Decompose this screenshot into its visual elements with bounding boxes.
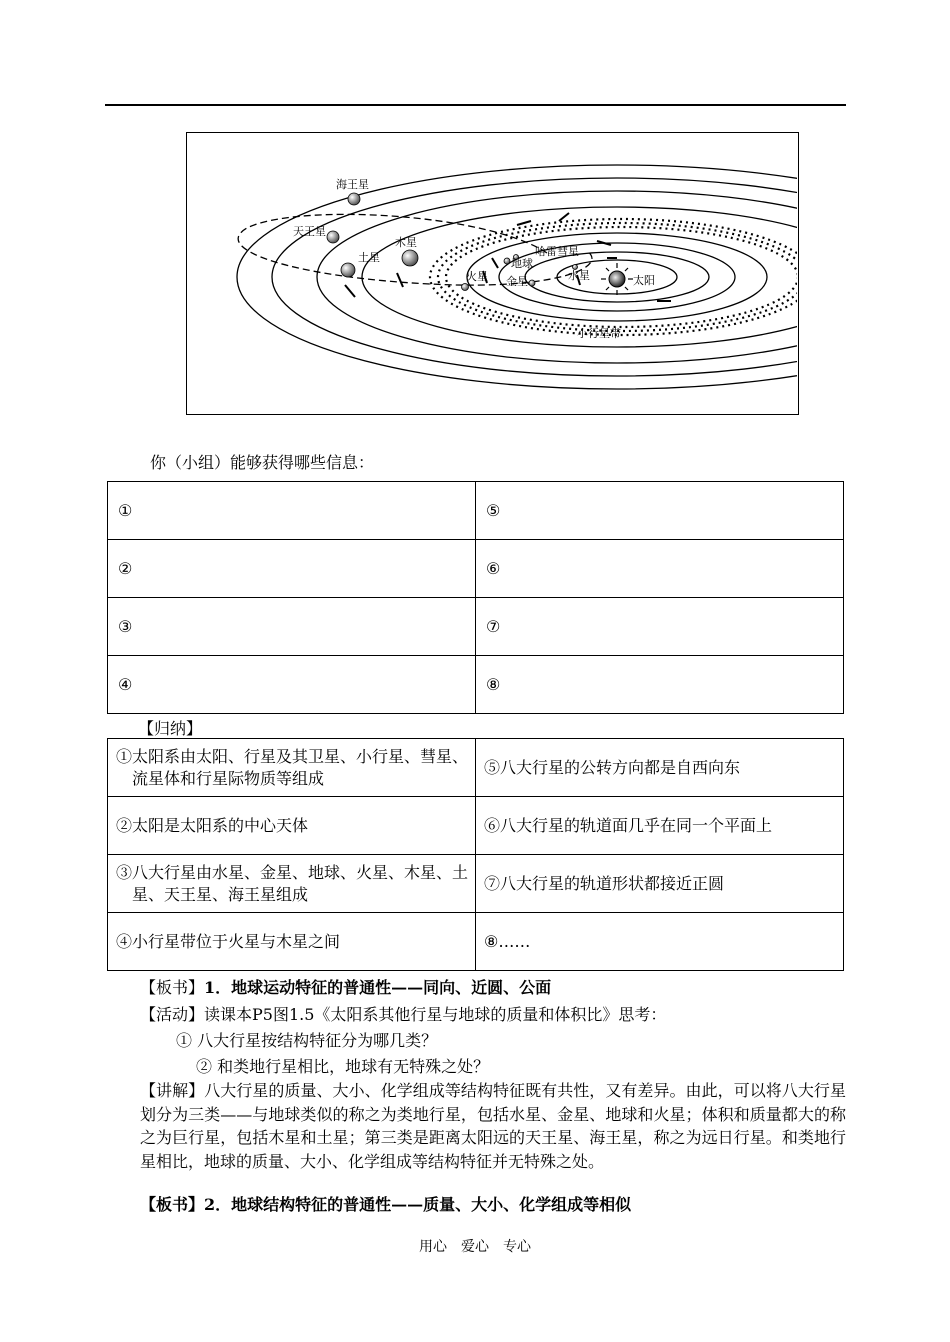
table-row [108, 855, 844, 913]
sun [601, 263, 633, 295]
summary-cell [476, 797, 844, 855]
planets [327, 193, 578, 291]
board-text: 1．地球运动特征的普通性——同向、近圆、公面 [204, 978, 552, 997]
summary-cell [476, 739, 844, 797]
summary-cell [108, 797, 476, 855]
info-cell-6[interactable]: ⑥ [476, 540, 844, 598]
table-row [108, 739, 844, 797]
info-cell-1[interactable]: ① [108, 482, 476, 540]
info-cell-8[interactable]: ⑧ [476, 656, 844, 714]
summary-text: ⑦八大行星的轨道形状都接近正圆 [484, 873, 725, 893]
summary-cell [476, 913, 844, 971]
label-mars: 火星 [466, 270, 488, 283]
label-neptune: 海王星 [336, 178, 369, 191]
solar-system-figure [186, 132, 799, 415]
table-row [108, 656, 844, 714]
board-text: 2．地球结构特征的普通性——质量、大小、化学组成等相似 [204, 1195, 632, 1214]
table-row [108, 797, 844, 855]
uranus-planet [327, 231, 339, 243]
summary-cell [476, 855, 844, 913]
label-jupiter: 木星 [395, 236, 417, 249]
label-mercury: 水星 [568, 269, 590, 282]
activity-text: 读课本P5图1.5《太阳系其他行星与地球的质量和体积比》思考： [204, 1005, 667, 1024]
label-saturn: 土星 [358, 251, 380, 264]
label-sun: 太阳 [633, 274, 655, 287]
label-halley: 哈雷彗星 [535, 245, 579, 258]
summary-cell [108, 855, 476, 913]
question-1: ① 八大行星按结构特征分为哪几类？ [176, 1031, 438, 1050]
page-footer: 用心 爱心 专心 [419, 1239, 531, 1255]
info-cell-5[interactable]: ⑤ [476, 482, 844, 540]
board-note-2 [140, 1192, 631, 1215]
question-prompt: 你（小组）能够获得哪些信息： [150, 453, 375, 472]
label-earth: 地球 [511, 257, 533, 270]
header-rule [105, 104, 846, 106]
earth-planet [504, 258, 510, 264]
lecture-paragraph [140, 1079, 846, 1173]
board-tag: 【板书】 [140, 978, 205, 997]
summary-text: ③八大行星由水星、金星、地球、火星、木星、土星、天王星、海王星组成 [116, 862, 469, 904]
summary-text: ⑤八大行星的公转方向都是自西向东 [484, 757, 741, 777]
solar-system-diagram [187, 133, 797, 413]
info-cell-7[interactable]: ⑦ [476, 598, 844, 656]
activity-line [140, 1002, 666, 1025]
label-uranus: 天王星 [293, 225, 326, 238]
summary-table [107, 738, 844, 971]
info-cell-4[interactable]: ④ [108, 656, 476, 714]
mars-planet [462, 284, 469, 291]
table-row [108, 482, 844, 540]
jupiter-planet [402, 250, 418, 266]
board-note-1 [140, 975, 551, 998]
table-row [108, 540, 844, 598]
venus-planet [529, 280, 535, 286]
saturn-planet [341, 263, 355, 277]
board-tag: 【板书】 [140, 1195, 205, 1214]
summary-heading: 【归纳】 [138, 719, 203, 738]
summary-text: ①太阳系由太阳、行星及其卫星、小行星、彗星、流星体和行星际物质等组成 [116, 746, 469, 788]
label-venus: 金星 [506, 275, 528, 288]
summary-cell [108, 739, 476, 797]
question-2: ② 和类地行星相比，地球有无特殊之处？ [196, 1057, 490, 1076]
lecture-text: 八大行星的质量、大小、化学组成等结构特征既有共性，又有差异。由此，可以将八大行星划分为三类——与地球类似的称之为类地行星，包括水星、金星、地球和火星；体积和质量都大的称之为巨行星，包括木星和土星；第三类是距离太阳远的天王星、海王星，称之为远日行星。和类地行星相比，地球的质量、大小、化学组成等结构特征并无特殊之处。 [140, 1081, 846, 1171]
info-table [107, 481, 844, 714]
activity-tag: 【活动】 [140, 1005, 205, 1024]
info-cell-3[interactable]: ③ [108, 598, 476, 656]
table-row [108, 598, 844, 656]
table-row [108, 913, 844, 971]
summary-text: ⑥八大行星的轨道面几乎在同一个平面上 [484, 815, 773, 835]
summary-text: ⑧…… [484, 931, 531, 951]
summary-text: ④小行星带位于火星与木星之间 [116, 931, 341, 951]
summary-text: ②太阳是太阳系的中心天体 [116, 815, 309, 835]
info-cell-2[interactable]: ② [108, 540, 476, 598]
summary-cell [108, 913, 476, 971]
lecture-tag: 【讲解】 [140, 1081, 205, 1100]
neptune-planet [348, 193, 360, 205]
label-asteroid-belt: 小行星带 [577, 327, 621, 340]
